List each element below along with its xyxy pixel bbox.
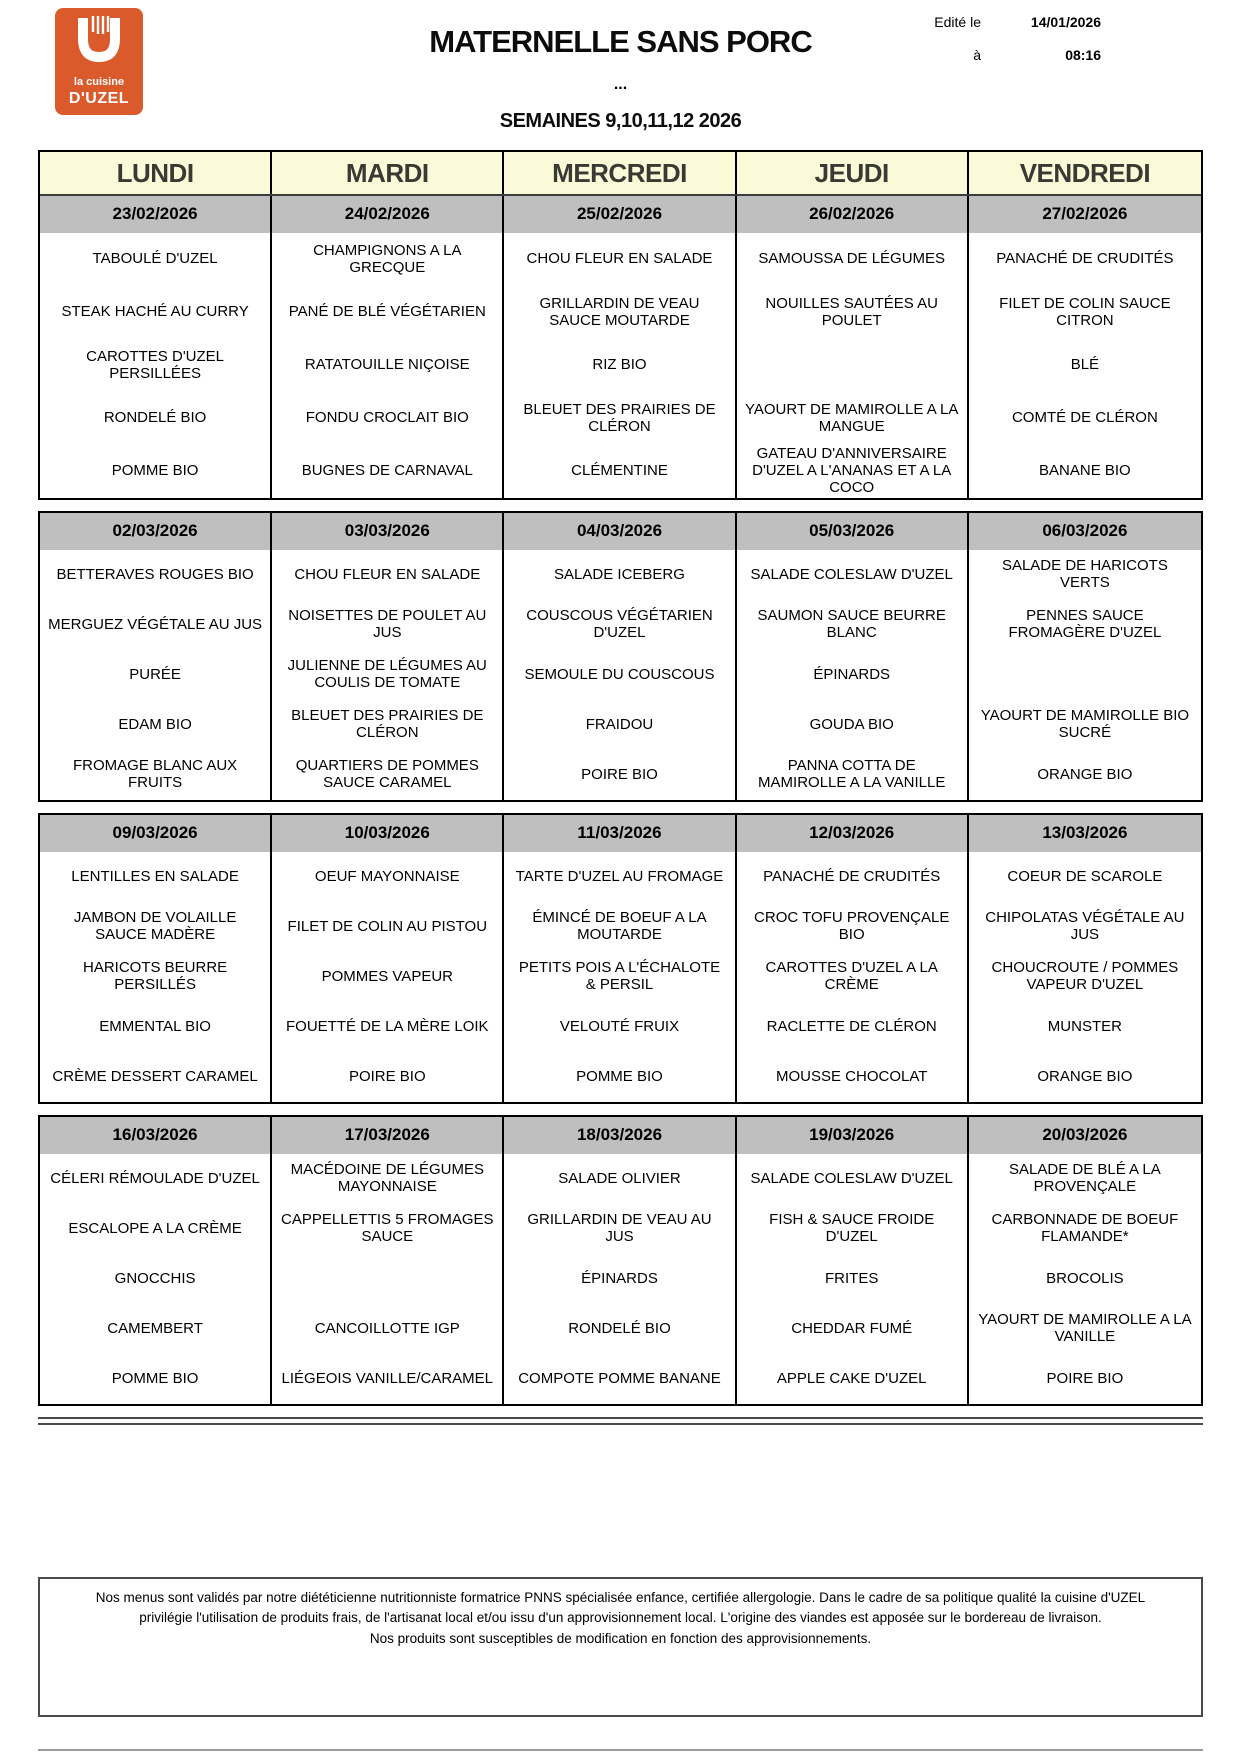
menu-column [969, 852, 1201, 1102]
menu-item-cell: SAUMON SAUCE BEURRE BLANC [757, 607, 946, 641]
date-cell: 17/03/2026 [272, 1117, 504, 1154]
date-cell: 09/03/2026 [40, 815, 272, 852]
menu-item-cell: CAROTTES D'UZEL PERSILLÉES [86, 347, 225, 382]
menu-item-cell: HARICOTS BEURRE PERSILLÉS [83, 959, 228, 993]
menu-item-cell: LENTILLES EN SALADE [71, 867, 239, 885]
edited-label: Edité le [934, 14, 981, 30]
date-cell: 26/02/2026 [737, 196, 969, 233]
menu-body [40, 233, 1201, 498]
menu-item-cell: FRAIDOU [585, 715, 654, 733]
footer-note [38, 1577, 1203, 1717]
menu-column [40, 1154, 272, 1404]
menu-item-cell: PANÉ DE BLÉ VÉGÉTARIEN [288, 303, 486, 321]
menu-column [504, 1154, 736, 1404]
menu-item-cell: SALADE COLESLAW D'UZEL [750, 565, 953, 583]
date-cell: 11/03/2026 [504, 815, 736, 852]
menu-item-cell: POIRE BIO [348, 1067, 426, 1085]
menu-item-cell: STEAK HACHÉ AU CURRY [61, 303, 249, 321]
menu-item-cell: COEUR DE SCAROLE [1007, 867, 1163, 885]
date-cell: 25/02/2026 [504, 196, 736, 233]
menu-column [969, 550, 1201, 800]
menu-item-cell: JULIENNE DE LÉGUMES AU COULIS DE TOMATE [287, 657, 487, 691]
menu-item-cell: BLEUET DES PRAIRIES DE CLÉRON [523, 400, 716, 435]
menu-item-cell: FILET DE COLIN AU PISTOU [287, 917, 488, 935]
menu-item-cell: TABOULÉ D'UZEL [92, 250, 218, 268]
menu-item-cell: POIRE BIO [581, 765, 658, 783]
menu-item-cell: RACLETTE DE CLÉRON [766, 1017, 937, 1035]
menu-item-cell: CHEDDAR FUMÉ [791, 1319, 913, 1337]
menu-item-cell: GNOCCHIS [114, 1269, 196, 1287]
menu-item-cell: BANANE BIO [1039, 462, 1131, 480]
menu-item-cell: COMPOTE POMME BANANE [518, 1369, 721, 1387]
menu-item-cell: GATEAU D'ANNIVERSAIRE D'UZEL A L'ANANAS ET A LA COCO [752, 445, 952, 496]
menu-item-cell: BUGNES DE CARNAVAL [301, 462, 473, 480]
date-cell: 13/03/2026 [1042, 823, 1128, 842]
menu-item-cell: CHOU FLEUR EN SALADE [294, 565, 481, 583]
menu-column [737, 1154, 969, 1404]
menu-item-cell: APPLE CAKE D'UZEL [776, 1369, 927, 1387]
menu-column [737, 550, 969, 800]
date-cell: 12/03/2026 [737, 815, 969, 852]
menu-column [40, 852, 272, 1102]
menu-item-cell: EMMENTAL BIO [99, 1017, 211, 1035]
date-cell: 02/03/2026 [40, 513, 272, 550]
menu-item-cell: POMME BIO [576, 1067, 663, 1085]
menu-item-cell: VELOUTÉ FRUIX [559, 1017, 680, 1035]
menu-item-cell: CAMEMBERT [107, 1319, 203, 1337]
logo-brand-line1: la cuisine [73, 76, 125, 89]
menu-item-cell: CRÈME DESSERT CARAMEL [52, 1067, 258, 1085]
menu-item-cell: RONDELÉ BIO [568, 1319, 671, 1337]
menu-item-cell: CAROTTES D'UZEL A LA CRÈME [765, 959, 938, 993]
menu-item-cell: CÉLERI RÉMOULADE D'UZEL [50, 1169, 260, 1187]
menu-item-cell: SALADE COLESLAW D'UZEL [750, 1169, 953, 1187]
date-cell: 24/02/2026 [272, 196, 504, 233]
menu-column [272, 233, 504, 498]
footer-paragraph-2: Nos produits sont susceptibles de modification en fonction des approvisionnements. [369, 1630, 872, 1646]
menu-item-cell: FOUETTÉ DE LA MÈRE LOIK [286, 1017, 489, 1035]
menu-item-cell: CHOUCROUTE / POMMES VAPEUR D'UZEL [991, 959, 1179, 993]
week-block [38, 1115, 1203, 1406]
menu-item-cell: QUARTIERS DE POMMES SAUCE CARAMEL [295, 757, 479, 791]
menu-item-cell: EDAM BIO [118, 715, 192, 733]
menu-item-cell: BETTERAVES ROUGES BIO [56, 565, 254, 583]
menu-item-cell: MACÉDOINE DE LÉGUMES MAYONNAISE [290, 1161, 484, 1195]
menu-item-cell: CHOU FLEUR EN SALADE [526, 250, 713, 268]
menu-body [40, 550, 1201, 800]
menu-column [969, 1154, 1201, 1404]
menu-item-cell: CARBONNADE DE BOEUF FLAMANDE* [991, 1211, 1179, 1245]
menu-column [272, 1154, 504, 1404]
date-cell: 06/03/2026 [1042, 521, 1128, 540]
menu-item-cell [969, 650, 1201, 700]
menu-item-cell: MOUSSE CHOCOLAT [775, 1067, 928, 1085]
menu-item-cell: PANACHÉ DE CRUDITÉS [996, 250, 1174, 268]
date-row [40, 815, 1201, 852]
menu-item-cell: ORANGE BIO [1037, 1067, 1133, 1085]
week-block [38, 813, 1203, 1104]
day-header-jeudi: JEUDI [737, 152, 969, 194]
day-header-mardi: MARDI [272, 152, 504, 194]
menu-item-cell: TARTE D'UZEL AU FROMAGE [515, 867, 724, 885]
menu-item-cell: YAOURT DE MAMIROLLE A LA MANGUE [744, 400, 959, 435]
menu-item-cell: POMME BIO [111, 1369, 199, 1387]
date-cell: 05/03/2026 [737, 513, 969, 550]
menu-item-cell: GRILLARDIN DE VEAU AU JUS [527, 1211, 712, 1245]
menu-item-cell: BROCOLIS [1046, 1269, 1124, 1287]
menu-item-cell: PETITS POIS A L'ÉCHALOTE & PERSIL [518, 959, 721, 993]
menu-item-cell: SALADE DE HARICOTS VERTS [1001, 557, 1168, 591]
date-cell: 16/03/2026 [40, 1117, 272, 1154]
menu-item-cell: GRILLARDIN DE VEAU SAUCE MOUTARDE [539, 294, 700, 329]
page-title: MATERNELLE SANS PORC [429, 24, 812, 59]
table-end-separator [38, 1417, 1203, 1425]
menu-item-cell: POIRE BIO [1046, 1369, 1124, 1387]
menu-item-cell: ORANGE BIO [1037, 765, 1133, 783]
menu-item-cell: FONDU CROCLAIT BIO [305, 409, 469, 427]
menu-column [40, 233, 272, 498]
menu-item-cell: SALADE OLIVIER [558, 1169, 681, 1187]
date-cell: 19/03/2026 [737, 1117, 969, 1154]
day-header-row [40, 152, 1201, 196]
menu-item-cell: PANNA COTTA DE MAMIROLLE A LA VANILLE [758, 757, 946, 791]
menu-area [38, 150, 1203, 1751]
menu-item-cell: CHAMPIGNONS A LA GRECQUE [313, 241, 462, 276]
menu-column [504, 852, 736, 1102]
date-row [40, 1117, 1201, 1154]
edited-time: 08:16 [1065, 47, 1101, 63]
menu-item-cell: RATATOUILLE NIÇOISE [304, 356, 470, 374]
menu-item-cell: BLÉ [1070, 356, 1100, 374]
menu-item-cell [272, 1254, 502, 1304]
menu-column [272, 550, 504, 800]
weeks-subtitle: SEMAINES 9,10,11,12 2026 [499, 110, 742, 132]
menu-item-cell: CROC TOFU PROVENÇALE BIO [754, 909, 950, 943]
menu-item-cell: ÉMINCÉ DE BOEUF A LA MOUTARDE [532, 909, 707, 943]
date-cell: 20/03/2026 [1042, 1125, 1128, 1144]
menu-item-cell: SALADE ICEBERG [554, 565, 685, 583]
menu-body [40, 852, 1201, 1102]
menu-item-cell: FILET DE COLIN SAUCE CITRON [999, 294, 1171, 329]
menu-item-cell: JAMBON DE VOLAILLE SAUCE MADÈRE [73, 909, 237, 943]
menu-column [504, 550, 736, 800]
edited-at-label: à [973, 47, 981, 63]
menu-item-cell: NOISETTES DE POULET AU JUS [288, 607, 487, 641]
menu-item-cell: COMTÉ DE CLÉRON [1011, 409, 1158, 427]
menu-item-cell: BLEUET DES PRAIRIES DE CLÉRON [291, 707, 484, 741]
edited-info [923, 14, 1101, 63]
date-cell: 18/03/2026 [504, 1117, 736, 1154]
menu-item-cell: YAOURT DE MAMIROLLE A LA VANILLE [978, 1311, 1192, 1345]
menu-item-cell: ÉPINARDS [581, 1269, 658, 1287]
menu-item-cell: PENNES SAUCE FROMAGÈRE D'UZEL [1008, 607, 1162, 641]
weeks-container [38, 150, 1203, 1406]
menu-item-cell: RIZ BIO [592, 356, 647, 374]
menu-item-cell [737, 339, 967, 392]
menu-item-cell: SEMOULE DU COUSCOUS [524, 665, 715, 683]
menu-item-cell: PURÉE [129, 665, 181, 683]
menu-column [504, 233, 736, 498]
menu-item-cell: NOUILLES SAUTÉES AU POULET [765, 294, 938, 329]
menu-item-cell: YAOURT DE MAMIROLLE BIO SUCRÉ [980, 707, 1190, 741]
menu-column [737, 233, 969, 498]
menu-item-cell: ÉPINARDS [813, 665, 891, 683]
date-cell: 23/02/2026 [40, 196, 272, 233]
menu-item-cell: MERGUEZ VÉGÉTALE AU JUS [48, 615, 263, 633]
menu-item-cell: CLÉMENTINE [571, 462, 668, 480]
menu-item-cell: SALADE DE BLÉ A LA PROVENÇALE [1009, 1161, 1161, 1195]
menu-item-cell: SAMOUSSA DE LÉGUMES [758, 250, 946, 268]
date-row [40, 513, 1201, 550]
day-header-mercredi: MERCREDI [504, 152, 736, 194]
date-cell: 27/02/2026 [1042, 204, 1128, 223]
date-row [40, 196, 1201, 233]
menu-column [969, 233, 1201, 498]
menu-body [40, 1154, 1201, 1404]
menu-column [272, 852, 504, 1102]
day-header-lundi: LUNDI [40, 152, 272, 194]
menu-item-cell: COUSCOUS VÉGÉTARIEN D'UZEL [526, 607, 713, 641]
menu-item-cell: RONDELÉ BIO [103, 409, 207, 427]
menu-item-cell: PANACHÉ DE CRUDITÉS [763, 867, 941, 885]
menu-item-cell: CANCOILLOTTE IGP [314, 1319, 460, 1337]
week-block [38, 150, 1203, 500]
footer-paragraph-1: Nos menus sont validés par notre diététicienne nutritionniste formatrice PNNS spécialisée enfance, certifiée allergologie. Dans le cadre de sa politique qualité la cuisine d'UZEL privilégie l'utilisation de produits frais, de l'artisanat local et/ou issu d'un approvisionnement local. L'origine des viandes est apposée sur le bordereau de livraison. [95, 1590, 1146, 1626]
menu-item-cell: LIÉGEOIS VANILLE/CARAMEL [281, 1369, 494, 1387]
menu-item-cell: FROMAGE BLANC AUX FRUITS [72, 757, 238, 791]
date-cell: 04/03/2026 [504, 513, 736, 550]
bottom-rule [38, 1749, 1203, 1751]
menu-column [737, 852, 969, 1102]
menu-item-cell: POMME BIO [111, 462, 199, 480]
logo-brand-line2: D'UZEL [68, 89, 130, 107]
day-header-vendredi: VENDREDI [1019, 158, 1151, 188]
date-cell: 10/03/2026 [272, 815, 504, 852]
week-block [38, 511, 1203, 802]
menu-item-cell: OEUF MAYONNAISE [314, 867, 460, 885]
menu-item-cell: ESCALOPE A LA CRÈME [68, 1219, 242, 1237]
edited-date: 14/01/2026 [1030, 14, 1101, 30]
menu-item-cell: CHIPOLATAS VÉGÉTALE AU JUS [985, 909, 1185, 943]
date-cell: 03/03/2026 [272, 513, 504, 550]
title-ellipsis: ... [613, 76, 628, 93]
menu-item-cell: FRITES [825, 1269, 879, 1287]
menu-item-cell: GOUDA BIO [809, 715, 894, 733]
menu-item-cell: POMMES VAPEUR [321, 967, 453, 985]
menu-item-cell: MUNSTER [1047, 1017, 1122, 1035]
menu-item-cell: FISH & SAUCE FROIDE D'UZEL [769, 1211, 935, 1245]
menu-column [40, 550, 272, 800]
menu-item-cell: CAPPELLETTIS 5 FROMAGES SAUCE [281, 1211, 494, 1245]
